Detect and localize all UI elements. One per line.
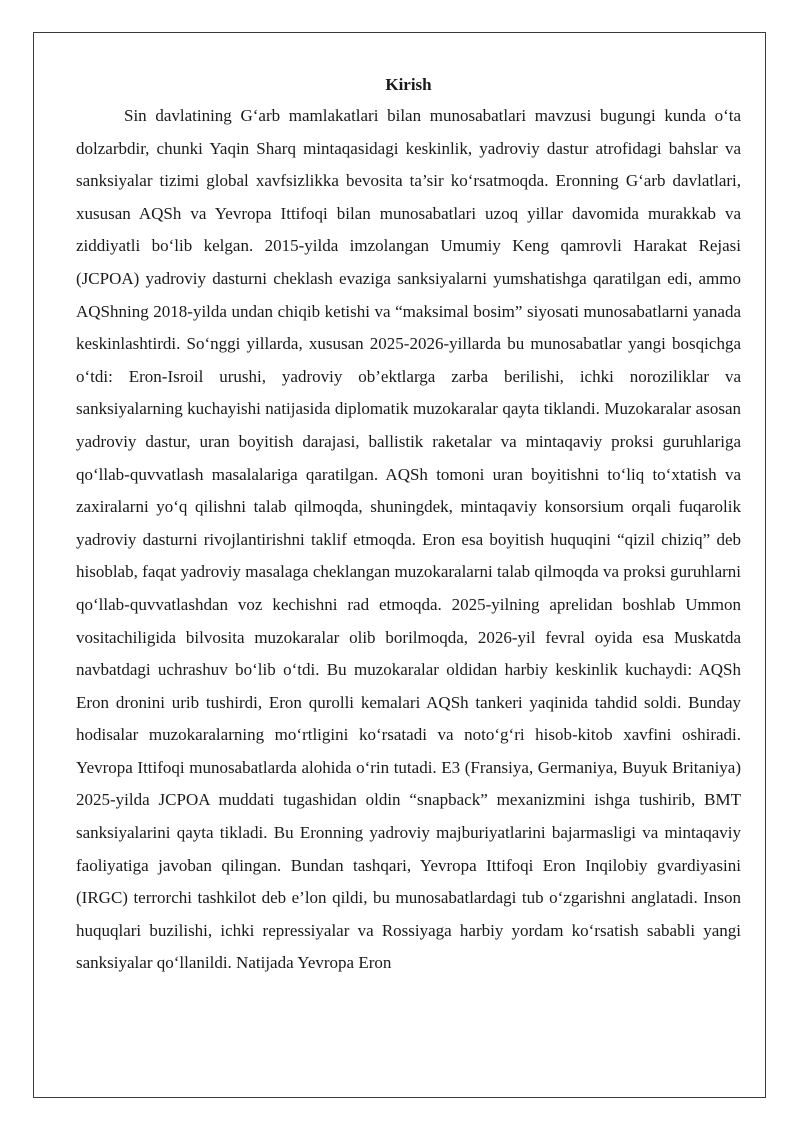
section-heading: Kirish <box>385 75 432 94</box>
document-content <box>76 70 741 980</box>
body-paragraph: Sin davlatining G‘arb mamlakatlari bilan munosabatlari mavzusi bugungi kunda o‘ta dolzarbdir, chunki Yaqin Sharq mintaqasidagi keskinlik, yadroviy dastur atrofidagi bahslar va sanksiyalar tizimi global xavfsizlikka bevosita ta’sir ko‘rsatmoqda. Eronning G‘arb davlatlari, xususan AQSh va Yevropa Ittifoqi bilan munosabatlari uzoq yillar davomida murakkab va ziddiyatli bo‘lib kelgan. 2015-yilda imzolangan Umumiy Keng qamrovli Harakat Rejasi (JCPOA) yadroviy dasturni cheklash evaziga sanksiyalarni yumshatishga qaratilgan edi, ammo AQShning 2018-yilda undan chiqib ketishi va “maksimal bosim” siyosati munosabatlarni yanada keskinlashtirdi. So‘nggi yillarda, xususan 2025-2026-yillarda bu munosabatlar yangi bosqichga o‘tdi: Eron-Isroil urushi, yadroviy ob’ektlarga zarba berilishi, ichki noroziliklar va sanksiyalarning kuchayishi natijasida diplomatik muzokaralar qayta tiklandi. Muzokaralar asosan yadroviy dastur, uran boyitish darajasi, ballistik raketalar va mintaqaviy proksi guruhlariga qo‘llab-quvvatlash masalalariga qaratilgan. AQSh tomoni uran boyitishni to‘liq to‘xtatish va zaxiralarni yo‘q qilishni talab qilmoqda, shuningdek, mintaqaviy konsorsium orqali fuqarolik yadroviy dasturni rivojlantirishni taklif etmoqda. Eron esa boyitish huquqini “qizil chiziq” deb hisoblab, faqat yadroviy masalaga cheklangan muzokaralarni talab qilmoqda va proksi guruhlarni qo‘llab-quvvatlashdan voz kechishni rad etmoqda. 2025-yilning aprelidan boshlab Ummon vositachiligida bilvosita muzokaralar olib borilmoqda, 2026-yil fevral oyida esa Muskatda navbatdagi uchrashuv bo‘lib o‘tdi. Bu muzokaralar oldidan harbiy keskinlik kuchaydi: AQSh Eron dronini urib tushirdi, Eron qurolli kemalari AQSh tankeri yaqinida tahdid soldi. Bunday hodisalar muzokaralarning mo‘rtligini ko‘rsatadi va noto‘g‘ri hisob-kitob xavfini oshiradi. Yevropa Ittifoqi munosabatlarda alohida o‘rin tutadi. E3 (Fransiya, Germaniya, Buyuk Britaniya) 2025-yilda JCPOA muddati tugashidan oldin “snapback” mexanizmini ishga tushirib, BMT sanksiyalarini qayta tikladi. Bu Eronning yadroviy majburiyatlarini bajarmasligi va mintaqaviy faoliyatiga javoban qilingan. Bundan tashqari, Yevropa Ittifoqi Eron Inqilobiy gvardiyasini (IRGC) terrorchi tashkilot deb e’lon qildi, bu munosabatlardagi tub o‘zgarishni anglatadi. Inson huquqlari buzilishi, ichki repressiyalar va Rossiyaga harbiy yordam ko‘rsatish sababli yangi sanksiyalar qo‘llanildi. Natijada Yevropa Eron <box>76 106 741 973</box>
